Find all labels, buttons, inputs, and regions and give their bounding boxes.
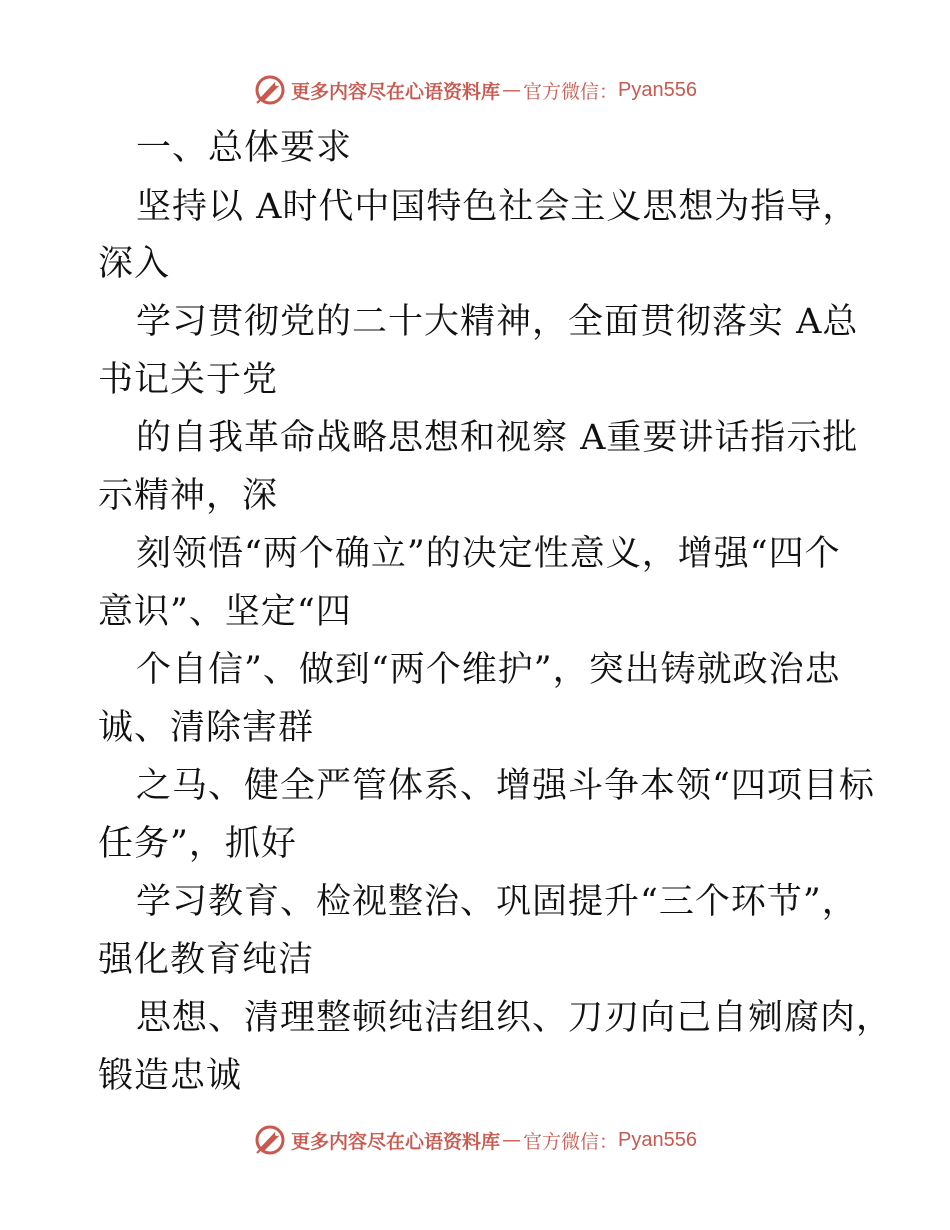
paragraph-line: 个自信”、做到“两个维护”，突出铸就政治忠 [136,650,841,690]
paragraph-line: 强化教育纯洁 [98,940,315,980]
paragraph-line: 的自我革命战略思想和视察 A重要讲话指示批 [136,418,859,458]
watermark-site-text: 更多内容尽在心语资料库 [291,1130,501,1153]
watermark-official-label: 官方微信： [523,80,619,103]
paragraph-line: 之马、健全严管体系、增强斗争本领“四项目标 [136,766,875,806]
watermark-official-label: 官方微信： [523,1130,619,1153]
header-watermark [0,70,950,110]
paragraph-line: 深入 [98,244,171,284]
pen-nib-logo-icon [253,73,287,107]
paragraph-line: 学习贯彻党的二十大精神，全面贯彻落实 A总 [136,302,859,342]
pen-nib-logo-icon [253,1123,287,1157]
paragraph-line: 思想、清理整顿纯洁组织、刀刃向己自剜腐肉， [136,998,893,1038]
watermark-wechat-id: Pyan556 [618,1128,697,1151]
watermark-wechat-id: Pyan556 [618,78,697,101]
paragraph-line: 意识”、坚定“四 [98,592,352,632]
paragraph-line: 书记关于党 [98,360,279,400]
paragraph-line: 刻领悟“两个确立”的决定性意义，增强“四个 [136,534,841,574]
watermark-dash: — [502,79,522,101]
paragraph-line: 诚、清除害群 [98,708,315,748]
paragraph-line: 坚持以 A时代中国特色社会主义思想为指导， [136,187,859,227]
watermark-site-text: 更多内容尽在心语资料库 [291,80,501,103]
paragraph-line: 锻造忠诚 [98,1056,243,1096]
paragraph-line: 学习教育、检视整治、巩固提升“三个环节”， [136,882,858,922]
paragraph-line: 任务”，抓好 [98,824,297,864]
watermark-dash: — [502,1129,522,1151]
section-heading: 一、总体要求 [136,128,353,168]
paragraph-line: 示精神，深 [98,476,279,516]
footer-watermark [0,1120,950,1160]
